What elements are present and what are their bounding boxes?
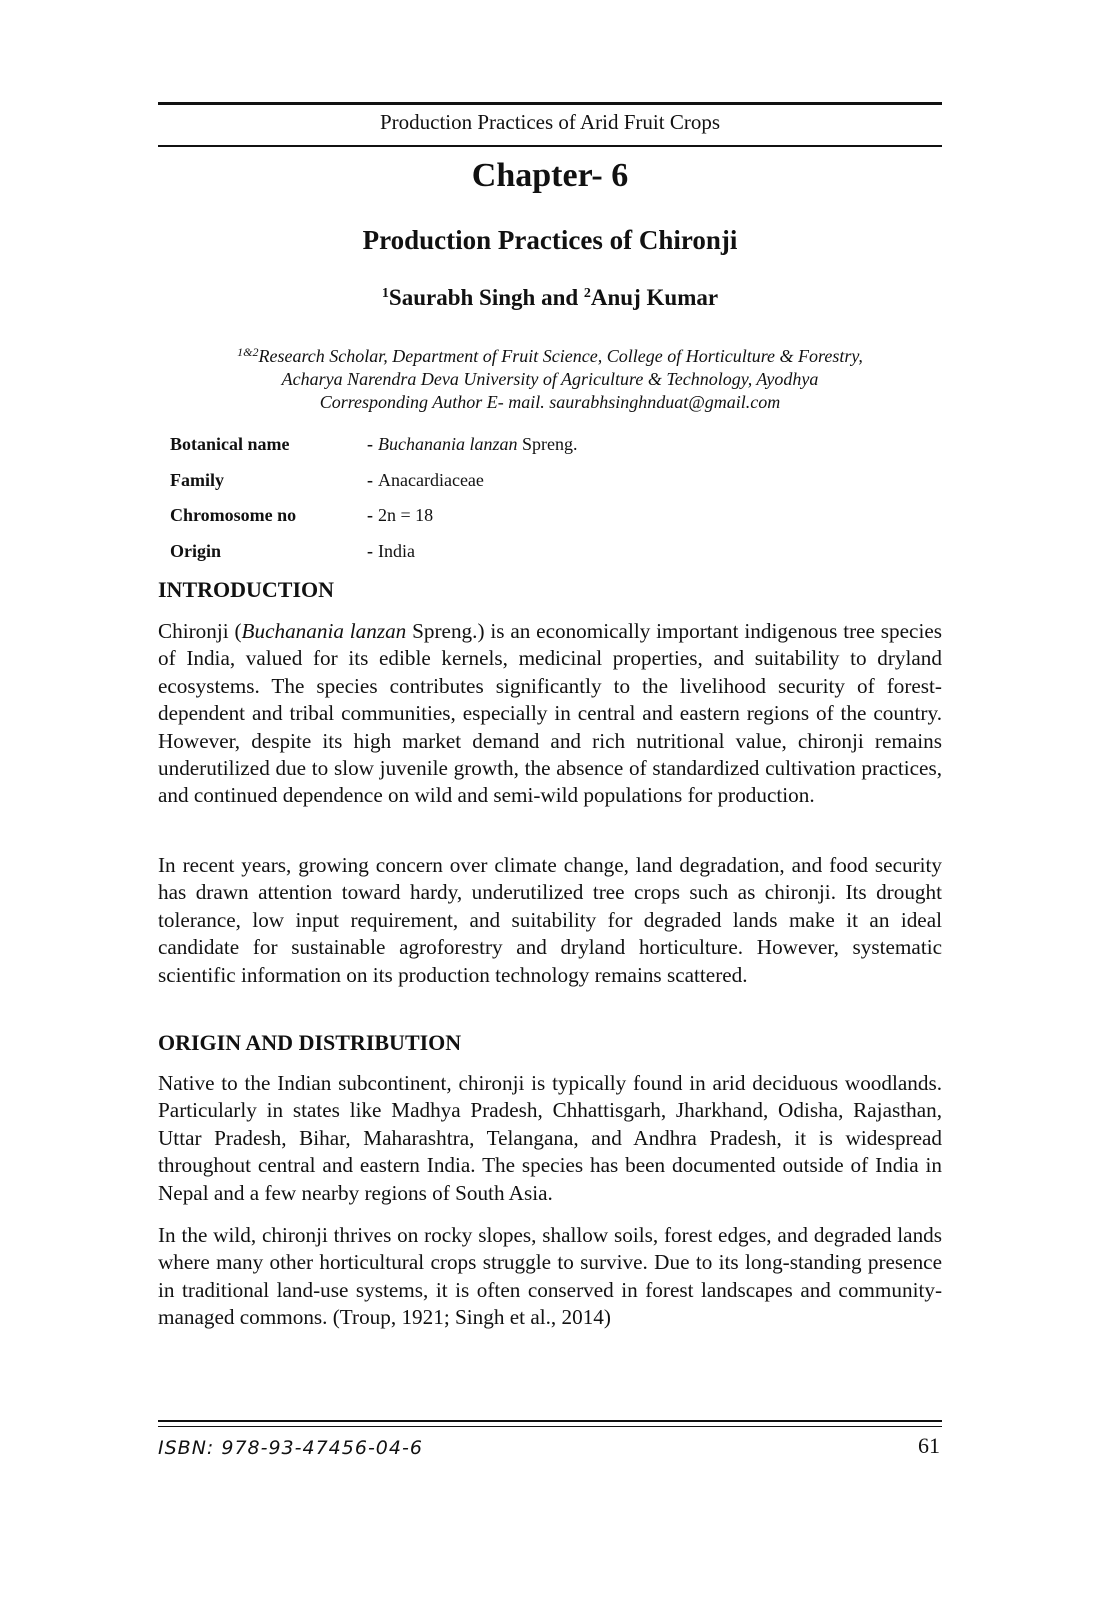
fact-label: Chromosome no xyxy=(170,505,297,525)
intro-p1-start: Chironji ( xyxy=(158,619,242,643)
fact-value-italic: Buchanania lanzan xyxy=(378,434,518,454)
chapter-title: Production Practices of Chironji xyxy=(362,225,738,255)
footer-rule-top xyxy=(158,1420,942,1422)
fact-label: Botanical name xyxy=(170,434,290,454)
footer-rule-bottom xyxy=(158,1426,942,1427)
fact-row-chromosome xyxy=(170,505,578,541)
fact-value: 2n = 18 xyxy=(378,505,434,525)
intro-p1-italic: Buchanania lanzan xyxy=(241,619,407,643)
fact-label: Family xyxy=(170,469,224,490)
fact-row-botanical-name xyxy=(170,434,578,470)
author-2-superscript: 2 xyxy=(583,286,591,301)
affiliation-superscript: 1&2 xyxy=(237,345,259,359)
section-heading-origin: ORIGIN AND DISTRIBUTION xyxy=(158,1030,462,1055)
header-top-rule xyxy=(158,102,942,105)
affiliation xyxy=(158,341,942,414)
page-number: 61 xyxy=(918,1433,940,1458)
author-line xyxy=(158,285,942,311)
running-header: Production Practices of Arid Fruit Crops xyxy=(379,110,721,134)
footer-isbn: ISBN: 978-93-47456-04-6 xyxy=(158,1437,423,1459)
chapter-number: Chapter- 6 xyxy=(471,157,629,194)
fact-value xyxy=(378,434,578,470)
botanical-facts-table xyxy=(170,434,578,576)
fact-row-family xyxy=(170,470,578,506)
fact-row-origin xyxy=(170,541,578,577)
intro-paragraph-1 xyxy=(158,618,942,810)
author-2-name: Anuj Kumar xyxy=(590,285,719,310)
fact-dash: - xyxy=(367,469,373,490)
fact-label: Origin xyxy=(170,540,222,561)
intro-p1-rest: Spreng.) is an economically important indigenous tree species of India, valued for its edible kernels, medicinal properties, and suitability to dryland ecosystems. The species contributes significantly to the livelihood security of forest-dependent and tribal communities, especially in central and eastern regions of the country. However, despite its high market demand and rich nutritional value, chironji remains underutilized due to slow juvenile growth, the absence of standardized cultivation practices, and continued dependence on wild and semi-wild populations for production. xyxy=(158,619,942,808)
fact-value-text: Spreng. xyxy=(517,434,578,454)
affiliation-line-2: Acharya Narendra Deva University of Agriculture & Technology, Ayodhya xyxy=(281,369,819,389)
author-join: and xyxy=(535,285,584,310)
origin-paragraph-2: In the wild, chironji thrives on rocky slopes, shallow soils, forest edges, and degraded lands where many other horticultural crops struggle to survive. Due to its long-standing presence in traditional land-use systems, it is often conserved in forest landscapes and community-managed commons. (Troup, 1921; Singh et al., 2014) xyxy=(158,1223,942,1330)
fact-value: Anacardiaceae xyxy=(378,469,484,490)
affiliation-line-1 xyxy=(158,341,942,368)
corresponding-author: Corresponding Author E- mail. saurabhsinghnduat@gmail.com xyxy=(319,392,781,412)
intro-paragraph-2: In recent years, growing concern over climate change, land degradation, and food security has drawn attention toward hardy, underutilized tree crops such as chironji. Its drought tolerance, low input requirement, and suitability for degraded lands make it an ideal candidate for sustainable agroforestry and dryland horticulture. However, systematic scientific information on its production technology remains scattered. xyxy=(158,853,942,987)
affiliation-text-1: Research Scholar, Department of Fruit Science, College of Horticulture & Forestry, xyxy=(258,346,863,366)
origin-paragraph-1: Native to the Indian subcontinent, chironji is typically found in arid deciduous woodlands. Particularly in states like Madhya Pradesh, Chhattisgarh, Jharkhand, Odisha, Rajasthan, Uttar Pradesh, Bihar, Maharashtra, Telangana, and Andhra Pradesh, it is widespread throughout central and eastern India. The species has been documented outside of India in Nepal and a few nearby regions of South Asia. xyxy=(158,1071,942,1205)
fact-dash: - xyxy=(367,540,373,561)
author-1-superscript: 1 xyxy=(381,286,389,301)
section-heading-introduction: INTRODUCTION xyxy=(158,577,335,602)
header-bottom-rule xyxy=(158,145,942,147)
fact-dash: - xyxy=(367,434,373,454)
author-1-name: Saurabh Singh xyxy=(388,285,536,310)
fact-value: India xyxy=(378,540,415,561)
fact-dash: - xyxy=(367,505,373,525)
